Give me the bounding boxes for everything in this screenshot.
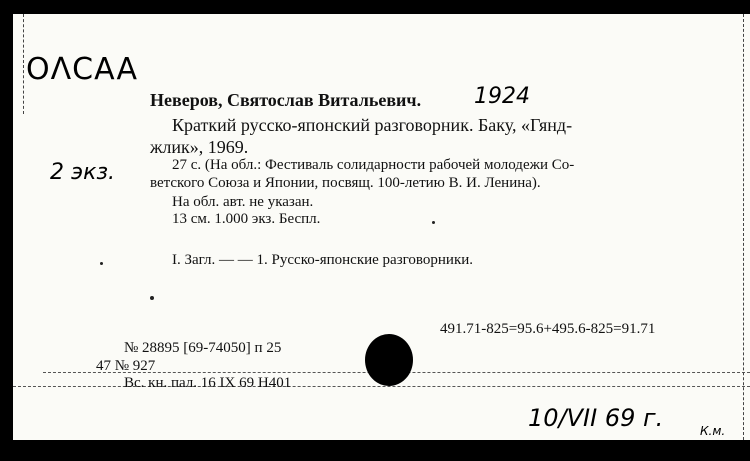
author-note: На обл. авт. не указан. [172,194,314,210]
card-right-edge-rule [743,14,744,440]
pagination-note-line-1: 27 с. (На обл.: Фестиваль солидарности рабочей молодежи Со- [172,157,575,173]
ink-speck [100,262,103,265]
handwritten-initials: К.м. [700,424,726,438]
title-line-2: жлик», 1969. [150,137,249,157]
margin-note-handwritten: 2 экз. [50,160,116,185]
pagination-note-line-2: ветского Союза и Японии, посвящ. 100-летию В. И. Ленина). [150,175,541,191]
classification-number: 491.71-825=95.6+495.6-825=91.71 [440,321,656,337]
card-hole-punch [365,334,413,386]
ink-speck [150,296,154,300]
title-line-1: Краткий русско-японский разговорник. Баку, «Гянд- [172,115,573,135]
handwritten-date-note: 10/VII 69 г. [528,404,664,432]
bibliographic-chamber-date: Вс. кн. пал. 16 IX 69 Н401 [124,375,292,391]
order-number: 47 № 927 [96,358,156,374]
subject-headings: I. Загл. — — 1. Русско-японские разговорники. [172,252,474,268]
format-line: 13 см. 1.000 экз. Беспл. [172,211,321,227]
card-left-edge-rule [23,14,24,114]
ink-speck [432,221,435,224]
registration-number: № 28895 [69-74050] п 25 [124,340,282,356]
library-stamp: OΛCAA [26,52,138,87]
author-heading: Неверов, Святослав Витальевич. [150,90,422,110]
author-birth-year-handwritten: 1924 [474,84,530,109]
